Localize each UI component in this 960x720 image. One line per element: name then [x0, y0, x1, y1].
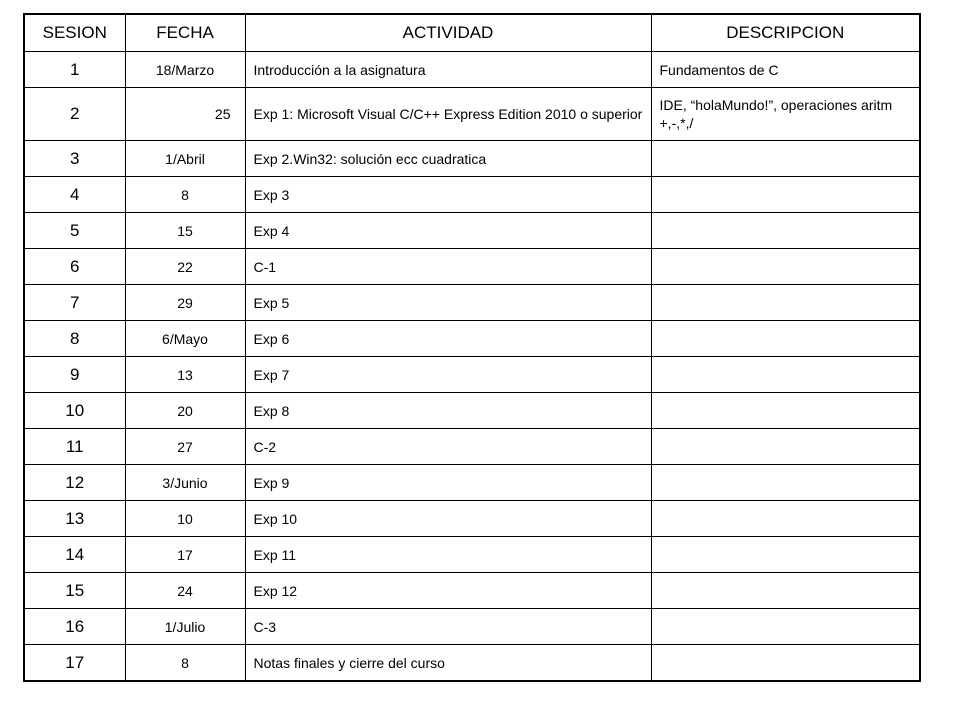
cell-actividad: Exp 2.Win32: solución ecc cuadratica [245, 141, 651, 177]
table-row [24, 393, 920, 429]
cell-sesion: 7 [24, 285, 125, 321]
table-row [24, 357, 920, 393]
header-fecha: FECHA [125, 14, 245, 52]
cell-sesion: 1 [24, 52, 125, 88]
cell-descripcion [651, 141, 920, 177]
cell-sesion: 13 [24, 501, 125, 537]
cell-descripcion [651, 249, 920, 285]
cell-fecha: 1/Abril [125, 141, 245, 177]
cell-actividad: Notas finales y cierre del curso [245, 645, 651, 682]
table-row [24, 52, 920, 88]
cell-fecha: 17 [125, 537, 245, 573]
table-row [24, 321, 920, 357]
cell-actividad: Exp 4 [245, 213, 651, 249]
table-row [24, 501, 920, 537]
cell-sesion: 14 [24, 537, 125, 573]
cell-fecha: 6/Mayo [125, 321, 245, 357]
cell-fecha: 22 [125, 249, 245, 285]
cell-actividad: Exp 7 [245, 357, 651, 393]
cell-sesion: 8 [24, 321, 125, 357]
header-descripcion: DESCRIPCION [651, 14, 920, 52]
cell-actividad: Exp 12 [245, 573, 651, 609]
cell-sesion: 6 [24, 249, 125, 285]
cell-descripcion: IDE, “holaMundo!”, operaciones aritm +,-,*,/ [651, 88, 920, 141]
cell-fecha: 3/Junio [125, 465, 245, 501]
cell-sesion: 17 [24, 645, 125, 682]
table-header [24, 14, 920, 52]
cell-descripcion [651, 393, 920, 429]
cell-descripcion [651, 321, 920, 357]
cell-sesion: 15 [24, 573, 125, 609]
cell-fecha: 18/Marzo [125, 52, 245, 88]
cell-fecha: 24 [125, 573, 245, 609]
cell-actividad: C-1 [245, 249, 651, 285]
cell-descripcion [651, 609, 920, 645]
cell-descripcion [651, 465, 920, 501]
cell-fecha: 15 [125, 213, 245, 249]
cell-fecha: 27 [125, 429, 245, 465]
cell-actividad: Exp 10 [245, 501, 651, 537]
cell-actividad: Exp 11 [245, 537, 651, 573]
cell-sesion: 3 [24, 141, 125, 177]
cell-sesion: 4 [24, 177, 125, 213]
cell-actividad: C-2 [245, 429, 651, 465]
cell-sesion: 11 [24, 429, 125, 465]
cell-sesion: 10 [24, 393, 125, 429]
cell-fecha: 1/Julio [125, 609, 245, 645]
table-row [24, 645, 920, 682]
cell-descripcion [651, 537, 920, 573]
cell-actividad: Exp 8 [245, 393, 651, 429]
table-row [24, 249, 920, 285]
header-actividad: ACTIVIDAD [245, 14, 651, 52]
cell-descripcion [651, 573, 920, 609]
cell-sesion: 16 [24, 609, 125, 645]
cell-fecha: 13 [125, 357, 245, 393]
cell-actividad: Exp 6 [245, 321, 651, 357]
cell-actividad: Exp 9 [245, 465, 651, 501]
table-row [24, 88, 920, 141]
cell-descripcion [651, 501, 920, 537]
table-row [24, 573, 920, 609]
table-row [24, 465, 920, 501]
cell-descripcion [651, 213, 920, 249]
table-row [24, 537, 920, 573]
table-row [24, 177, 920, 213]
table-row [24, 141, 920, 177]
cell-descripcion [651, 177, 920, 213]
cell-sesion: 12 [24, 465, 125, 501]
table-body [24, 52, 920, 682]
schedule-table [23, 13, 921, 682]
cell-fecha: 8 [125, 645, 245, 682]
cell-descripcion [651, 645, 920, 682]
cell-descripcion: Fundamentos de C [651, 52, 920, 88]
cell-actividad: Exp 3 [245, 177, 651, 213]
cell-fecha: 25 [125, 88, 245, 141]
cell-descripcion [651, 357, 920, 393]
table-row [24, 213, 920, 249]
cell-actividad: Exp 5 [245, 285, 651, 321]
cell-fecha: 20 [125, 393, 245, 429]
cell-fecha: 10 [125, 501, 245, 537]
cell-actividad: Introducción a la asignatura [245, 52, 651, 88]
cell-actividad: C-3 [245, 609, 651, 645]
cell-fecha: 29 [125, 285, 245, 321]
cell-fecha: 8 [125, 177, 245, 213]
table-row [24, 609, 920, 645]
cell-sesion: 5 [24, 213, 125, 249]
cell-sesion: 9 [24, 357, 125, 393]
cell-descripcion [651, 285, 920, 321]
table-row [24, 429, 920, 465]
table-row [24, 285, 920, 321]
header-sesion: SESION [24, 14, 125, 52]
header-row [24, 14, 920, 52]
cell-actividad: Exp 1: Microsoft Visual C/C++ Express Edition 2010 o superior [245, 88, 651, 141]
cell-descripcion [651, 429, 920, 465]
cell-sesion: 2 [24, 88, 125, 141]
